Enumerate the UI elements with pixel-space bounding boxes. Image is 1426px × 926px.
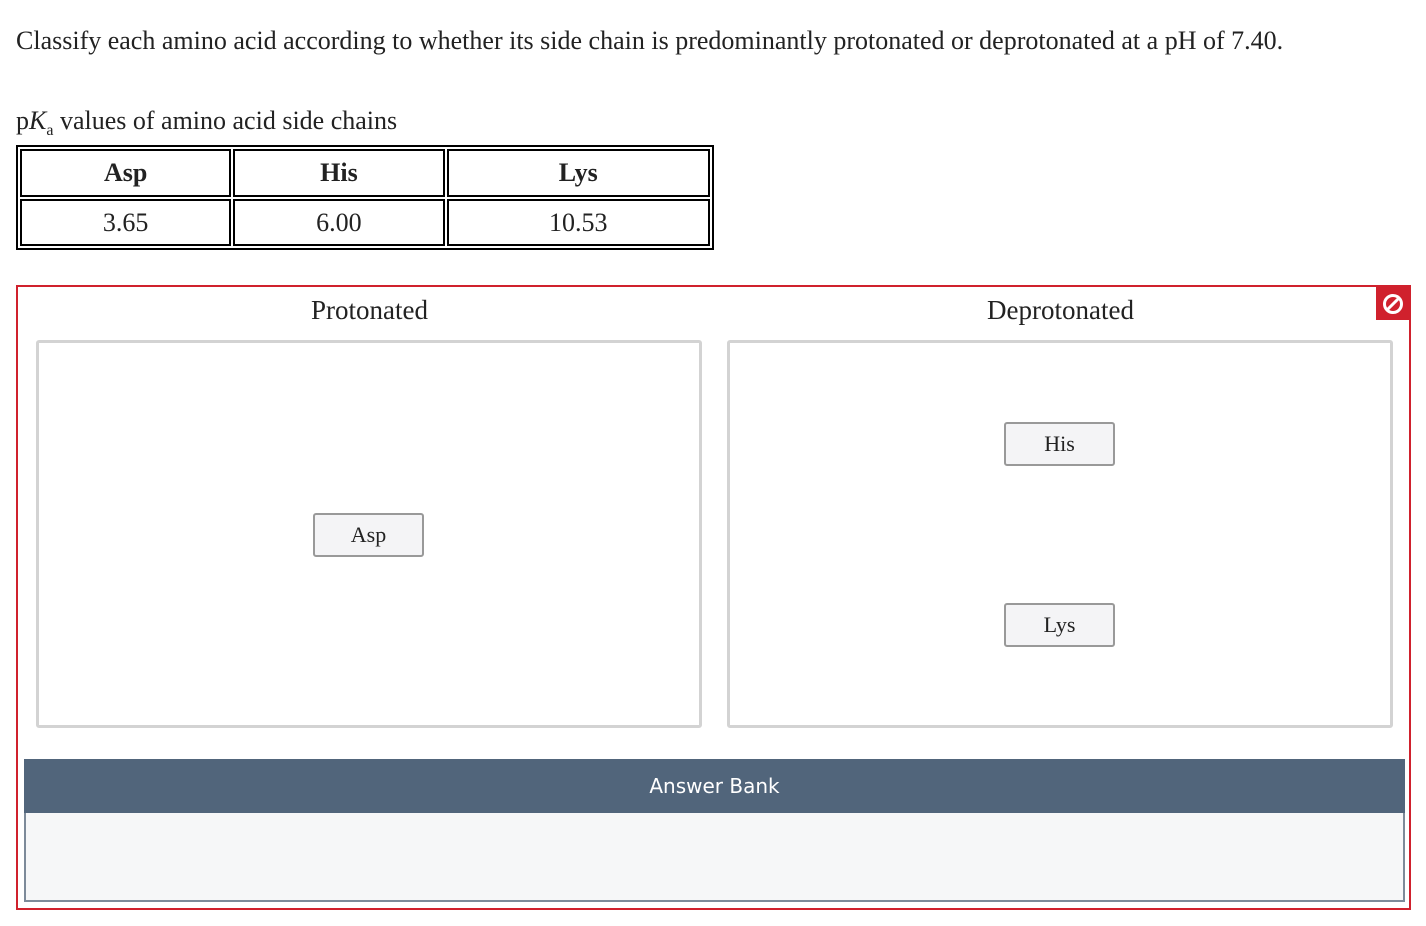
token-lys[interactable]: Lys bbox=[1004, 603, 1115, 647]
no-entry-icon bbox=[1382, 293, 1404, 315]
table-header-row bbox=[20, 149, 710, 197]
answer-bank-header: Answer Bank bbox=[24, 759, 1405, 813]
deprotonated-title: Deprotonated bbox=[987, 295, 1134, 325]
table-cell-lys-pka: 10.53 bbox=[447, 199, 710, 246]
classification-area bbox=[16, 285, 1411, 910]
deprotonated-drop-zone[interactable] bbox=[727, 340, 1393, 728]
table-row bbox=[20, 199, 710, 246]
pka-table bbox=[16, 145, 714, 250]
table-cell-asp-pka: 3.65 bbox=[20, 199, 231, 246]
token-asp[interactable]: Asp bbox=[313, 513, 424, 557]
table-cell-his-pka: 6.00 bbox=[233, 199, 444, 246]
protonated-title: Protonated bbox=[311, 295, 428, 325]
table-header-asp: Asp bbox=[20, 149, 231, 197]
caption-subscript: a bbox=[46, 122, 54, 140]
token-his[interactable]: His bbox=[1004, 422, 1115, 466]
table-header-his: His bbox=[233, 149, 444, 197]
caption-p: p bbox=[16, 106, 29, 135]
question-text: Classify each amino acid according to whether its side chain is predominantly protonated or deprotonated at a pH of 7.40. bbox=[16, 26, 1284, 55]
pka-table-caption bbox=[16, 106, 397, 140]
caption-k: K bbox=[29, 106, 47, 135]
caption-rest: values of amino acid side chains bbox=[53, 106, 398, 135]
answer-bank-drop-zone[interactable] bbox=[24, 813, 1405, 902]
table-header-lys: Lys bbox=[447, 149, 710, 197]
protonated-drop-zone[interactable] bbox=[36, 340, 702, 728]
clear-button[interactable] bbox=[1376, 287, 1409, 320]
